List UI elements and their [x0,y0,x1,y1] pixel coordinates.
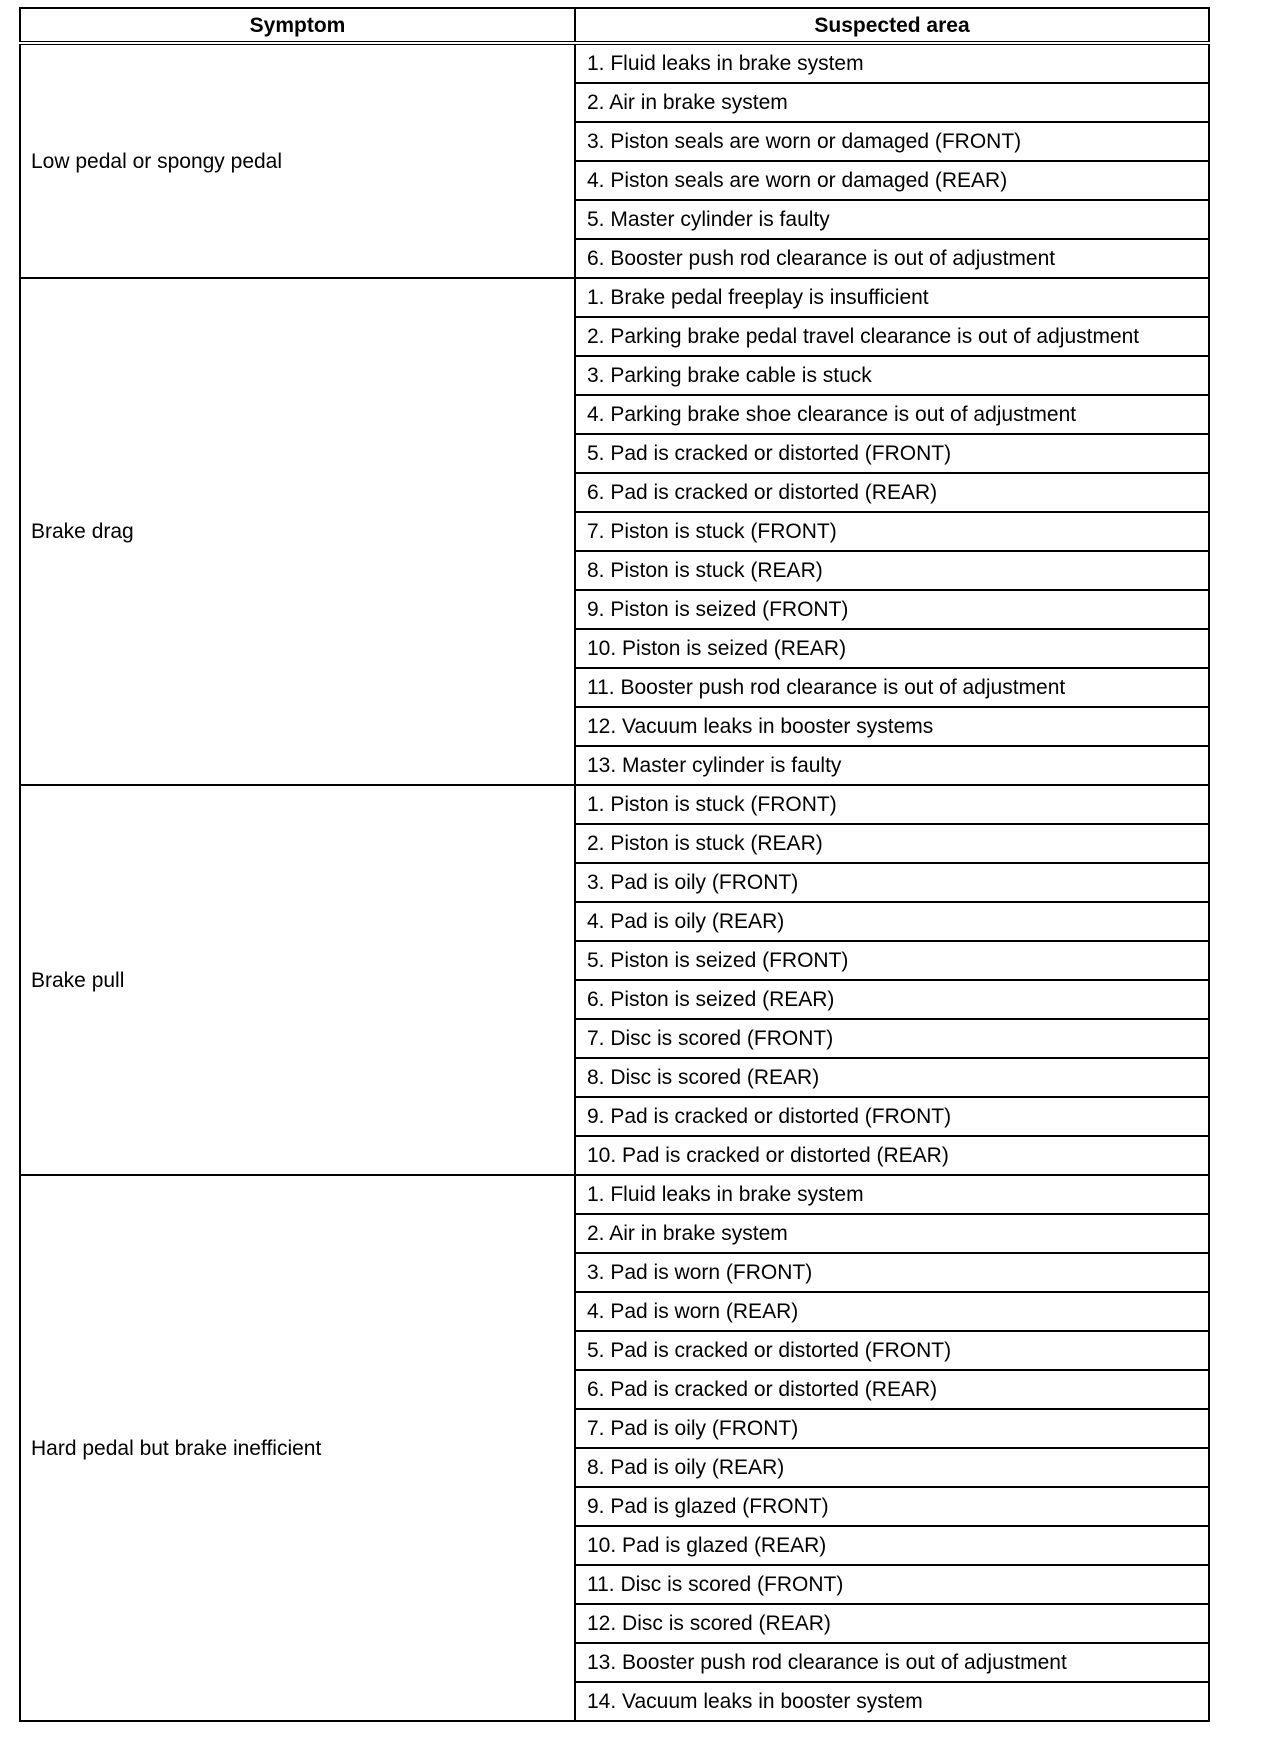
suspected-area-cell: 2. Parking brake pedal travel clearance is out of adjustment [575,317,1209,356]
suspected-area-cell: 7. Disc is scored (FRONT) [575,1019,1209,1058]
suspected-area-cell: 13. Master cylinder is faulty [575,746,1209,785]
table-header [20,8,1209,43]
suspected-area-cell: 1. Fluid leaks in brake system [575,1175,1209,1214]
suspected-area-cell: 5. Pad is cracked or distorted (FRONT) [575,434,1209,473]
table-row [20,43,1209,83]
suspected-area-cell: 10. Piston is seized (REAR) [575,629,1209,668]
suspected-area-cell: 3. Piston seals are worn or damaged (FRONT) [575,122,1209,161]
suspected-area-cell: 7. Pad is oily (FRONT) [575,1409,1209,1448]
suspected-area-cell: 5. Pad is cracked or distorted (FRONT) [575,1331,1209,1370]
symptom-cell: Brake pull [20,785,575,1175]
suspected-area-cell: 3. Pad is worn (FRONT) [575,1253,1209,1292]
header-symptom: Symptom [20,8,575,43]
symptom-cell: Low pedal or spongy pedal [20,43,575,278]
suspected-area-cell: 6. Pad is cracked or distorted (REAR) [575,1370,1209,1409]
suspected-area-cell: 9. Pad is glazed (FRONT) [575,1487,1209,1526]
suspected-area-cell: 5. Master cylinder is faulty [575,200,1209,239]
suspected-area-cell: 3. Parking brake cable is stuck [575,356,1209,395]
suspected-area-cell: 1. Piston is stuck (FRONT) [575,785,1209,824]
suspected-area-cell: 4. Pad is oily (REAR) [575,902,1209,941]
suspected-area-cell: 8. Piston is stuck (REAR) [575,551,1209,590]
header-row [20,8,1209,43]
suspected-area-cell: 2. Piston is stuck (REAR) [575,824,1209,863]
suspected-area-cell: 4. Piston seals are worn or damaged (REAR) [575,161,1209,200]
suspected-area-cell: 9. Piston is seized (FRONT) [575,590,1209,629]
suspected-area-cell: 6. Pad is cracked or distorted (REAR) [575,473,1209,512]
suspected-area-cell: 5. Piston is seized (FRONT) [575,941,1209,980]
suspected-area-cell: 2. Air in brake system [575,1214,1209,1253]
suspected-area-cell: 3. Pad is oily (FRONT) [575,863,1209,902]
table-row [20,278,1209,317]
suspected-area-cell: 7. Piston is stuck (FRONT) [575,512,1209,551]
suspected-area-cell: 13. Booster push rod clearance is out of adjustment [575,1643,1209,1682]
suspected-area-cell: 4. Parking brake shoe clearance is out of adjustment [575,395,1209,434]
suspected-area-cell: 2. Air in brake system [575,83,1209,122]
symptom-cell: Brake drag [20,278,575,785]
suspected-area-cell: 8. Pad is oily (REAR) [575,1448,1209,1487]
suspected-area-cell: 6. Piston is seized (REAR) [575,980,1209,1019]
suspected-area-cell: 11. Booster push rod clearance is out of adjustment [575,668,1209,707]
table-row [20,1175,1209,1214]
suspected-area-cell: 1. Brake pedal freeplay is insufficient [575,278,1209,317]
table-row [20,785,1209,824]
suspected-area-cell: 8. Disc is scored (REAR) [575,1058,1209,1097]
header-suspected-area: Suspected area [575,8,1209,43]
symptom-cell: Hard pedal but brake inefficient [20,1175,575,1721]
suspected-area-cell: 4. Pad is worn (REAR) [575,1292,1209,1331]
suspected-area-cell: 12. Vacuum leaks in booster systems [575,707,1209,746]
suspected-area-cell: 1. Fluid leaks in brake system [575,43,1209,83]
suspected-area-cell: 9. Pad is cracked or distorted (FRONT) [575,1097,1209,1136]
table-body [20,43,1209,1721]
suspected-area-cell: 6. Booster push rod clearance is out of adjustment [575,239,1209,278]
symptom-table [19,7,1210,1722]
suspected-area-cell: 11. Disc is scored (FRONT) [575,1565,1209,1604]
suspected-area-cell: 14. Vacuum leaks in booster system [575,1682,1209,1721]
suspected-area-cell: 10. Pad is cracked or distorted (REAR) [575,1136,1209,1175]
suspected-area-cell: 10. Pad is glazed (REAR) [575,1526,1209,1565]
suspected-area-cell: 12. Disc is scored (REAR) [575,1604,1209,1643]
